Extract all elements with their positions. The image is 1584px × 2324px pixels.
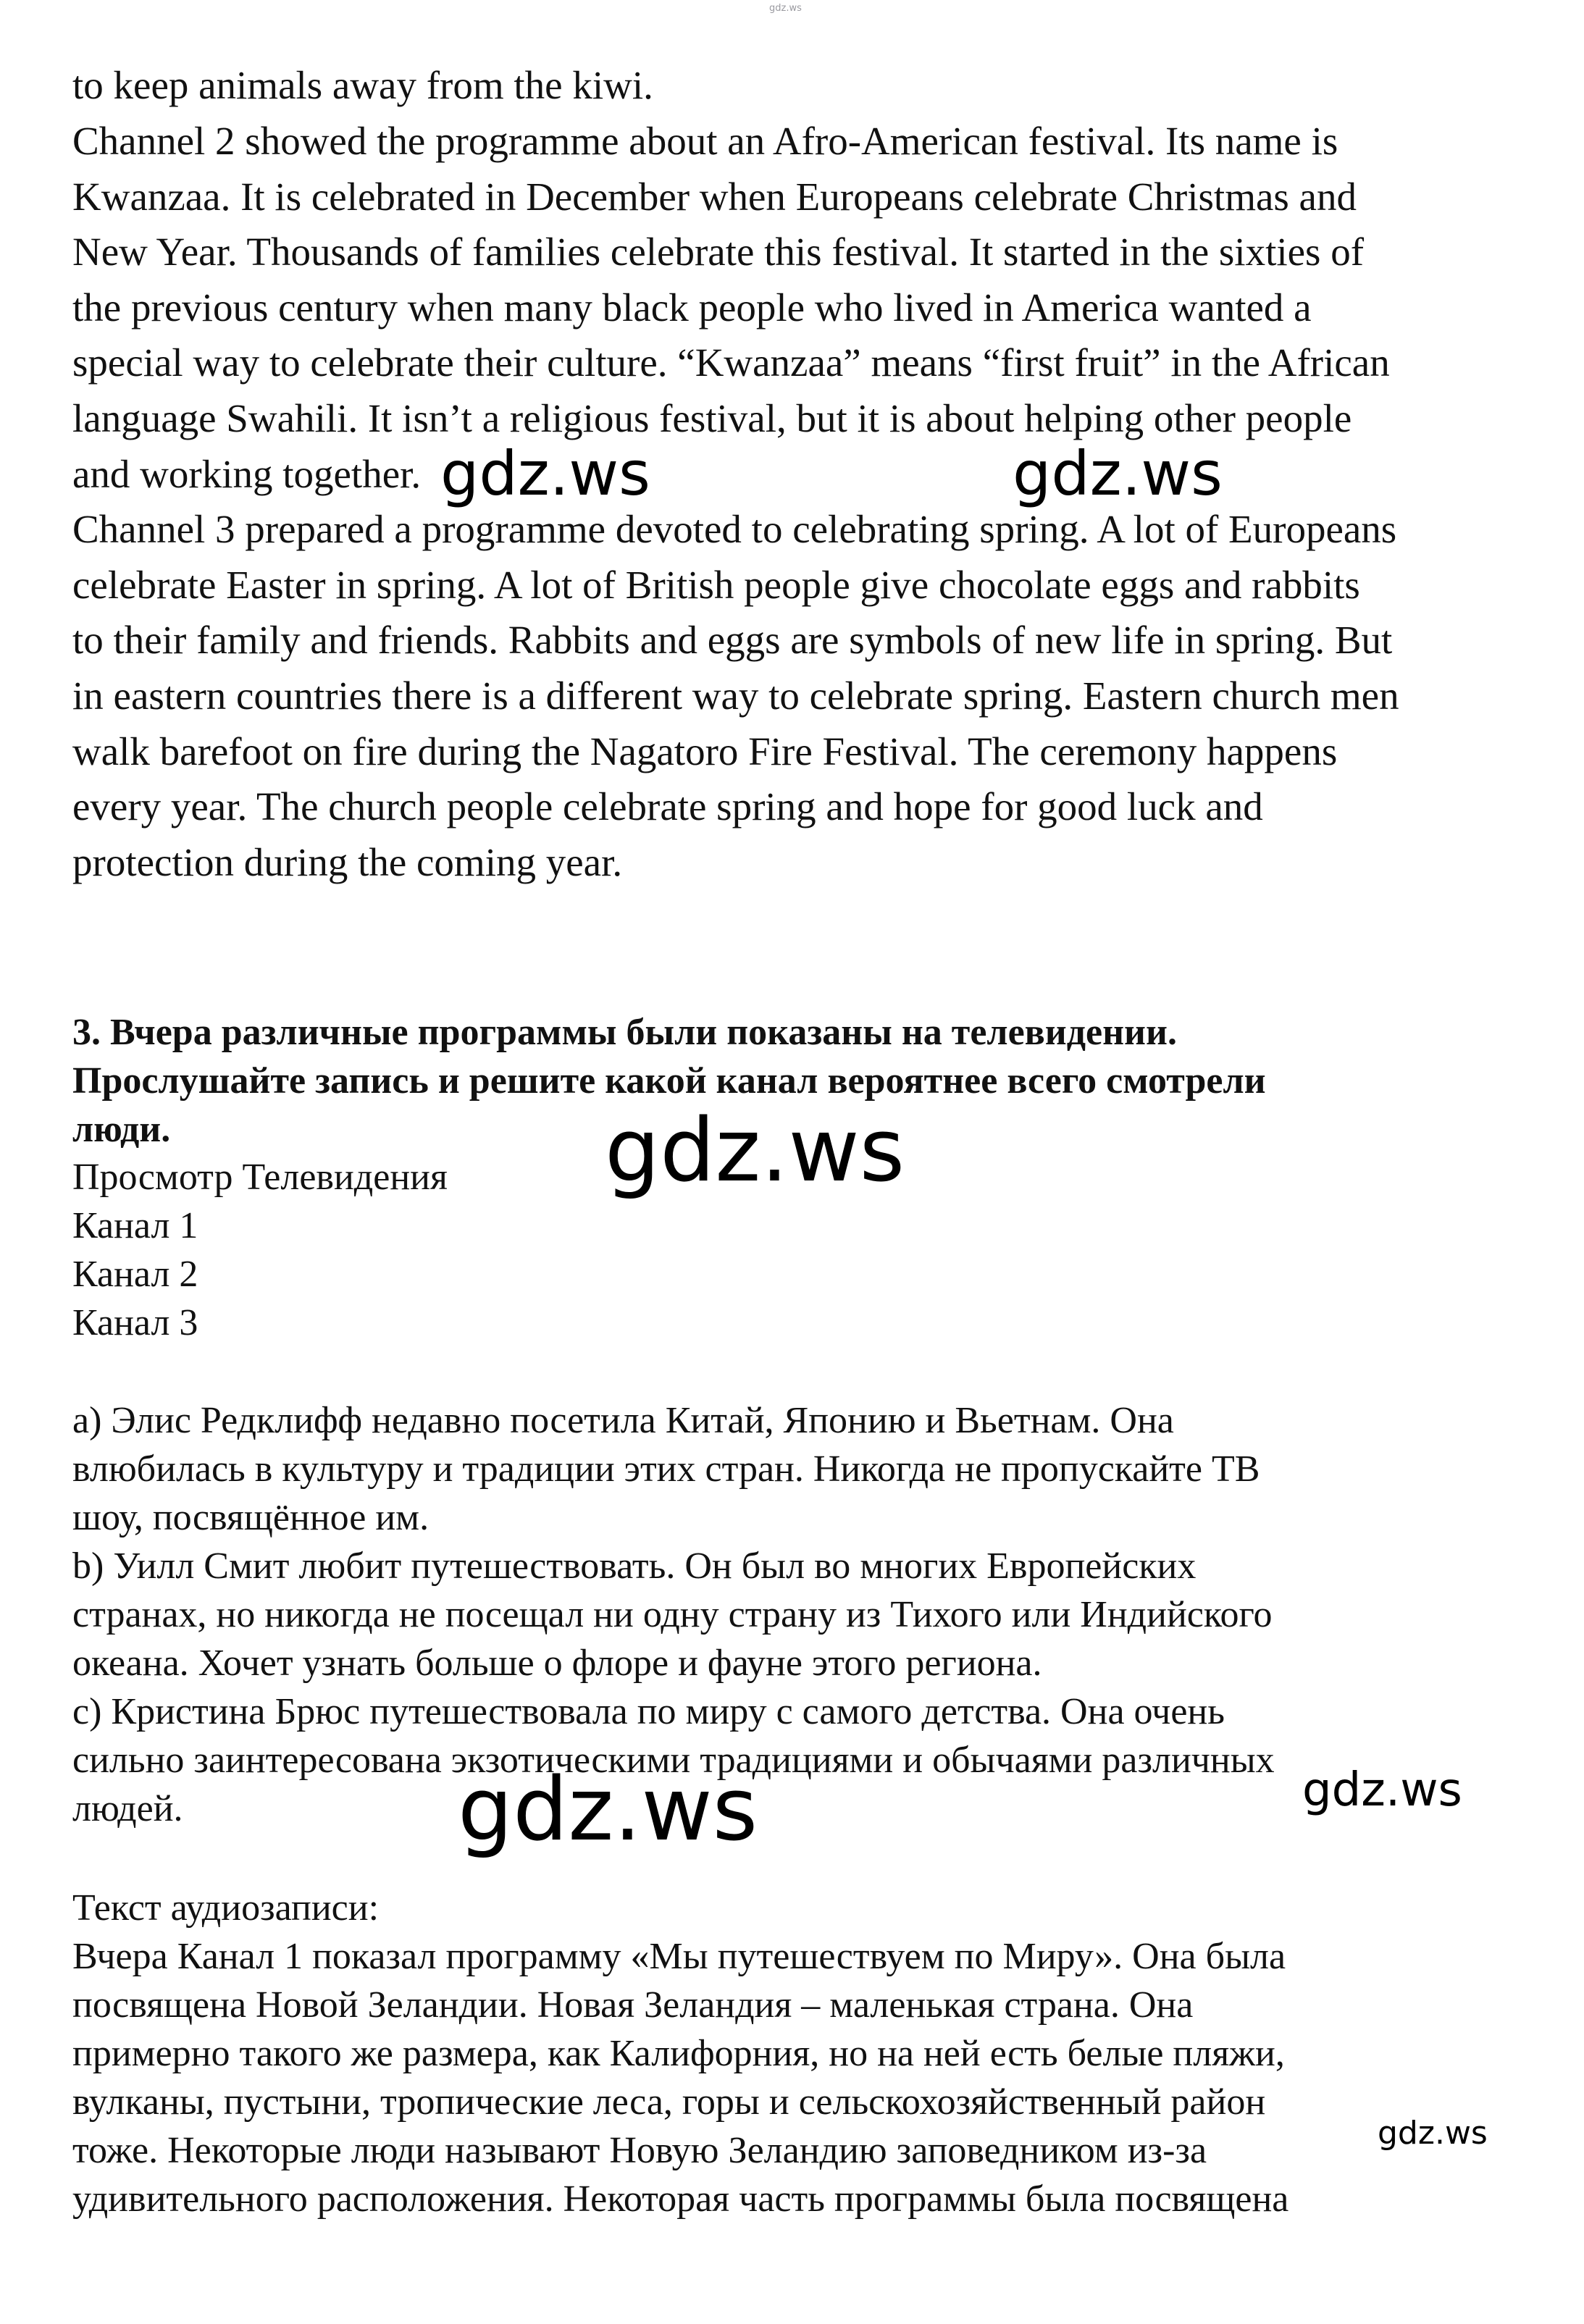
heading-line: люди. bbox=[72, 1109, 171, 1150]
text-line: in eastern countries there is a different way to celebrate spring. Eastern church men bbox=[72, 674, 1399, 718]
transcript-line: удивительного расположения. Некоторая часть программы была посвящена bbox=[72, 2178, 1289, 2220]
text-line: special way to celebrate their culture. “Kwanzaa” means “first fruit” in the African bbox=[72, 340, 1390, 385]
watermark: gdz.ws bbox=[1378, 2115, 1488, 2152]
text-line: Channel 2 showed the programme about an Afro-American festival. Its name is bbox=[72, 119, 1338, 163]
list-item: Канал 3 bbox=[72, 1302, 198, 1343]
text-line: every year. The church people celebrate spring and hope for good luck and bbox=[72, 784, 1263, 828]
text-line: to keep animals away from the kiwi. bbox=[72, 63, 653, 107]
text-line: language Swahili. It isn’t a religious festival, but it is about helping other people bbox=[72, 396, 1352, 440]
text-line: Kwanzaa. It is celebrated in December when Europeans celebrate Christmas and bbox=[72, 175, 1357, 219]
option-line: шоу, посвящённое им. bbox=[72, 1497, 429, 1538]
transcript-line: тоже. Некоторые люди называют Новую Зеландию заповедником из-за bbox=[72, 2130, 1207, 2171]
text-line: and working together. bbox=[72, 452, 422, 496]
transcript-line: посвящена Новой Зеландии. Новая Зеландия – маленькая страна. Она bbox=[72, 1984, 1194, 2026]
option-line: людей. bbox=[72, 1788, 183, 1829]
option-line: a) Элис Редклифф недавно посетила Китай, Японию и Вьетнам. Она bbox=[72, 1400, 1174, 1441]
watermark: gdz.ws bbox=[1013, 438, 1223, 509]
heading-line: 3. Вчера различные программы были показаны на телевидении. bbox=[72, 1012, 1177, 1053]
transcript-line: Вчера Канал 1 показал программу «Мы путешествуем по Миру». Она была bbox=[72, 1936, 1286, 1977]
watermark: gdz.ws bbox=[605, 1101, 905, 1201]
text-line: celebrate Easter in spring. A lot of British people give chocolate eggs and rabbits bbox=[72, 563, 1360, 607]
text-line: New Year. Thousands of families celebrate this festival. It started in the sixties of bbox=[72, 230, 1365, 274]
option-line: океана. Хочет узнать больше о флоре и фауне этого региона. bbox=[72, 1643, 1042, 1684]
transcript-label: Текст аудиозаписи: bbox=[72, 1887, 380, 1929]
heading-line: Прослушайте запись и решите какой канал вероятнее всего смотрели bbox=[72, 1060, 1266, 1102]
option-line: b) Уилл Смит любит путешествовать. Он был во многих Европейских bbox=[72, 1545, 1197, 1587]
transcript-line: примерно такого же размера, как Калифорния, но на ней есть белые пляжи, bbox=[72, 2033, 1285, 2074]
option-line: влюбилась в культуру и традиции этих стран. Никогда не пропускайте ТВ bbox=[72, 1448, 1260, 1490]
text-line: Channel 3 prepared a programme devoted to celebrating spring. A lot of Europeans bbox=[72, 507, 1397, 551]
option-line: c) Кристина Брюс путешествовала по миру с самого детства. Она очень bbox=[72, 1691, 1225, 1732]
option-line: сильно заинтересована экзотическими традициями и обычаями различных bbox=[72, 1740, 1275, 1781]
text-line: the previous century when many black people who lived in America wanted a bbox=[72, 285, 1312, 330]
watermark: gdz.ws bbox=[440, 438, 650, 509]
watermark: gdz.ws bbox=[1302, 1763, 1462, 1817]
transcript-line: вулканы, пустыни, тропические леса, горы и сельскохозяйственный район bbox=[72, 2081, 1266, 2123]
text-line: protection during the coming year. bbox=[72, 840, 623, 884]
list-item: Канал 1 bbox=[72, 1205, 198, 1246]
text-line: walk barefoot on fire during the Nagatoro Fire Festival. The ceremony happens bbox=[72, 729, 1338, 773]
text-line: to their family and friends. Rabbits and eggs are symbols of new life in spring. But bbox=[72, 618, 1393, 662]
list-item: Просмотр Телевидения bbox=[72, 1157, 448, 1198]
option-line: странах, но никогда не посещал ни одну страну из Тихого или Индийского bbox=[72, 1594, 1273, 1635]
header-watermark: gdz.ws bbox=[769, 3, 802, 14]
list-item: Канал 2 bbox=[72, 1254, 198, 1295]
watermark: gdz.ws bbox=[458, 1760, 758, 1861]
